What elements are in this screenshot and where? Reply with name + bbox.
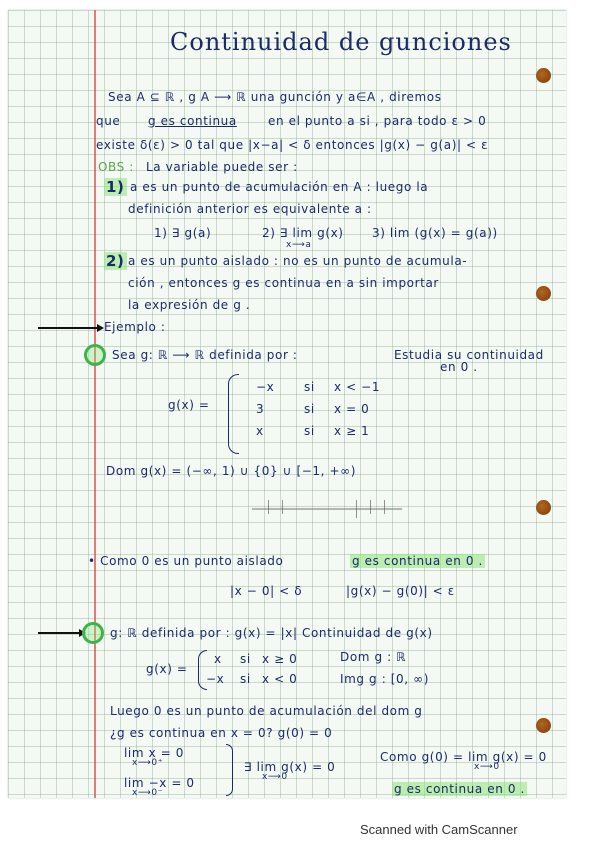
case-2-number: 2) — [106, 252, 125, 270]
piece-si: si — [304, 380, 315, 394]
example-1-conclusion: g es continua en 0 . — [394, 782, 525, 796]
punch-hole — [536, 500, 551, 515]
case-1-line-1: a es un punto de acumulación en A : luego la — [130, 180, 429, 194]
example-0-function-lhs: g(x) = — [168, 398, 210, 412]
case-1-number: 1) — [106, 178, 125, 196]
case-2-line-3: la expresión de g . — [128, 298, 251, 312]
example-0-epsilon-condition: |g(x) − g(0)| < ε — [346, 584, 455, 598]
example-0-delta-condition: |x − 0| < δ — [230, 584, 303, 598]
limit-right: lim x = 0 — [124, 746, 184, 760]
limits-brace — [226, 744, 233, 796]
number-line-tick — [282, 500, 283, 514]
example-1-statement: g: ℝ definida por : g(x) = |x| Continuidad de g(x) — [110, 626, 433, 640]
example-1-image: Img g : [0, ∞) — [340, 672, 429, 686]
obs-label: OBS : — [98, 160, 134, 174]
arrow-icon — [38, 632, 82, 634]
case-1-item-1: 1) ∃ g(a) — [154, 226, 212, 240]
piecewise-brace — [228, 374, 239, 454]
number-line-tick — [384, 500, 385, 514]
piece-condition: x < 0 — [262, 672, 298, 686]
example-1-function-lhs: g(x) = — [146, 662, 188, 676]
limit-left-subscript: x⟶0⁻ — [132, 788, 164, 798]
definition-line-2c: en el punto a si , para todo ε > 0 — [268, 114, 487, 128]
piece-condition: x < −1 — [334, 380, 381, 394]
number-line-tick — [268, 500, 269, 514]
limit-left: lim −x = 0 — [124, 776, 195, 790]
piece-expr: −x — [256, 380, 275, 394]
piece-si: si — [240, 672, 251, 686]
number-line-tick — [356, 500, 357, 518]
example-0-statement: Sea g: ℝ ⟶ ℝ definida por : — [112, 348, 298, 362]
punch-hole — [536, 286, 551, 301]
example-0-conclusion-b: g es continua en 0 . — [352, 554, 483, 568]
piece-si: si — [240, 652, 251, 666]
definition-line-3: existe δ(ε) > 0 tal que |x−a| < δ entonces |g(x) − g(a)| < ε — [96, 138, 489, 152]
case-1-limit-subscript: x⟶a — [286, 240, 312, 250]
example-1-line-3: ¿g es continua en x = 0? g(0) = 0 — [110, 726, 333, 740]
piece-expr: −x — [206, 672, 225, 686]
example-0-task-line-1: Estudia su continuidad — [394, 348, 544, 362]
arrow-icon — [38, 327, 100, 329]
piece-si: si — [304, 402, 315, 416]
example-1-como-subscript: x⟶0 — [474, 762, 500, 772]
piece-si: si — [304, 424, 315, 438]
example-1-line-2: Luego 0 es un punto de acumulación del dom g — [110, 704, 423, 718]
obs-text: La variable puede ser : — [146, 160, 298, 174]
example-0-conclusion-a: • Como 0 es un punto aislado — [88, 554, 284, 568]
case-2-line-2: ción , entonces g es continua en a sin importar — [128, 276, 439, 290]
example-0-marker-icon — [84, 344, 106, 366]
definition-line-2a: que — [96, 114, 121, 128]
scanner-watermark: Scanned with CamScanner — [360, 822, 518, 837]
piece-expr: 3 — [256, 402, 265, 416]
case-1-item-2: 2) ∃ lim g(x) — [262, 226, 344, 240]
piece-expr: x — [256, 424, 264, 438]
piece-condition: x ≥ 0 — [262, 652, 298, 666]
case-1-item-3: 3) lim (g(x) = g(a)) — [372, 226, 498, 240]
case-2-line-1: a es un punto aislado : no es un punto de acumula- — [128, 254, 468, 268]
example-1-como: Como g(0) = lim g(x) = 0 — [380, 750, 547, 764]
example-heading: Ejemplo : — [104, 320, 166, 334]
definition-line-1: Sea A ⊆ ℝ , g A ⟶ ℝ una gunción y a∈A , diremos — [108, 90, 442, 104]
piece-expr: x — [214, 652, 222, 666]
example-1-domain: Dom g : ℝ — [340, 650, 407, 664]
case-1-line-2: definición anterior es equivalente a : — [128, 202, 372, 216]
punch-hole — [536, 68, 551, 83]
limit-right-subscript: x⟶0⁺ — [132, 758, 164, 768]
margin-line — [94, 10, 96, 798]
example-0-task-line-2: en 0 . — [440, 360, 478, 374]
limit-exists: ∃ lim g(x) = 0 — [244, 760, 336, 774]
piece-condition: x ≥ 1 — [334, 424, 370, 438]
example-1-marker-icon — [82, 622, 104, 644]
number-line-tick — [370, 500, 371, 514]
page-title: Continuidad de gunciones — [170, 28, 512, 56]
example-0-domain: Dom g(x) = (−∞, 1) ∪ {0} ∪ [−1, +∞) — [106, 464, 356, 478]
punch-hole — [536, 718, 551, 733]
piece-condition: x = 0 — [334, 402, 370, 416]
number-line — [252, 508, 402, 510]
definition-line-2b: g es continua — [148, 114, 237, 128]
limit-exists-subscript: x⟶0 — [262, 772, 288, 782]
